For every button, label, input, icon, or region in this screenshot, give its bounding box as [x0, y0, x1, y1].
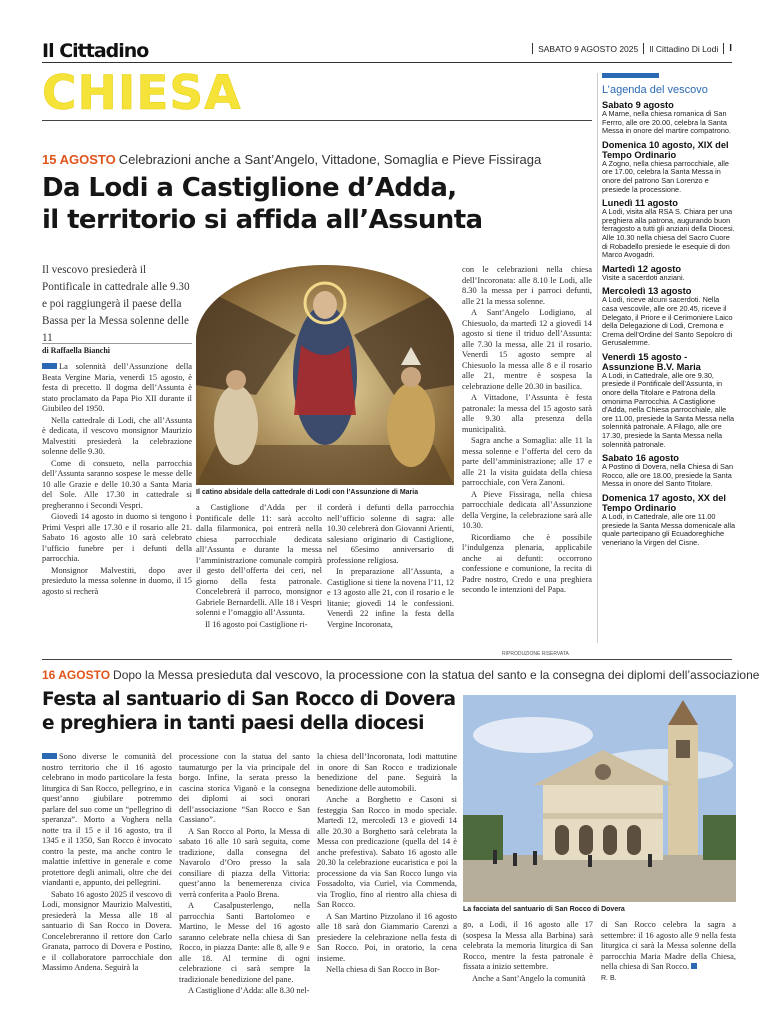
article2-column-5 [601, 920, 736, 985]
headline-line: Festa al santuario di San Rocco di Dovera [42, 689, 456, 710]
article2-kicker [42, 668, 759, 682]
article1-standfirst: Il vescovo presiederà il Pontificale in cattedrale alle 9.30 e poi raggiungerà il paese della Bassa per la Messa solenne delle 11 [42, 264, 190, 344]
article-rule [42, 120, 592, 121]
agenda-text: A Marne, nella chiesa romanica di San Ferrro, alle ore 20.00, celebra la Santa Messa in onore del martire compatrono. [602, 109, 731, 136]
agenda-title: L’agenda del vescovo [602, 84, 708, 96]
agenda-text: Visite a sacerdoti anziani. [602, 272, 685, 282]
agenda-text: A Postino di Dovera, nella Chiesa di San Rocco, alle ore 18.00, presiede la Santa Messa in onore del Santo Titolare. [602, 462, 734, 489]
agenda-day: Venerdì 15 agosto - Assunzione B.V. Maria [602, 351, 701, 372]
body-paragraph: processione con la statua del santo taumaturgo per la via principale del borgo. Infine, la serata presso la cascina storica Viganò e la consegna dei diplomi ai soci onorari dell’associazione “San Rocco e San Cassiano”. [179, 752, 310, 824]
agenda-entry [602, 140, 736, 194]
article-rule [42, 659, 732, 660]
body-paragraph: A Sant’Angelo Lodigiano, al Chiesuolo, da martedì 12 a giovedì 14 agosto si tiene il triduo dell’Assunta: alle 7.30 la messa, alle 21 il rosario. Venerdì 15 agosto sempre al Chiesuolo la messa alle 8 e il rosario alle 21, mentre è sospesa la celebrazione delle 20.30 in basilica. [462, 308, 592, 391]
church-facade-illustration [463, 695, 736, 902]
author-signature: R. B. [601, 974, 617, 982]
article2-column-3 [317, 752, 457, 977]
body-paragraph: Nella cattedrale di Lodi, che all’Assunta è dedicata, il vescovo monsignor Maurizio Malvestiti presiederà la celebrazione solenne delle 9.30. [42, 415, 192, 456]
article1-headline [42, 172, 592, 236]
article2-column-1 [42, 752, 172, 975]
agenda-text: A Lodi, riceve alcuni sacerdoti. Nella casa vescovile, alle ore 20.45, riceve il Delegato, il Priore e il Cerimoniere Laico della Delegazione di Lodi, Cremona e Crema dell’Ordine del Santo Sepolcro di Gerusalemme. [602, 295, 733, 348]
publication-name: Il Cittadino Di Lodi [649, 43, 719, 54]
agenda-entry [602, 286, 736, 348]
apse-mosaic-photo [196, 265, 454, 485]
agenda-entry [602, 453, 736, 489]
kicker-text: Celebrazioni anche a Sant’Angelo, Vittadone, Somaglia e Pieve Fissiraga [118, 152, 542, 167]
body-paragraph: Sagra anche a Somaglia: alle 11 la messa solenne e l’offerta del cero da parte dell’amministrazione; alle 17 e alle 21 la visita guidata della chiesa parrocchiale, con Vera Zanoni. [462, 436, 592, 487]
article1-column-4 [462, 265, 592, 597]
bishop-agenda [602, 73, 736, 547]
divider [643, 43, 644, 54]
body-paragraph: Giovedì 14 agosto in duomo si tengono i Primi Vespri alle 17.30 e il rosario alle 21. Sabato 16 agosto alle 10 sarà celebrato l’ufficio funebre per i defunti della parrocchia. [42, 512, 192, 563]
agenda-text: A Lodi, in Cattedrale, alle ore 9.30, presiede il Pontificale dell’Assunta, in onore della Titolare e Patrona della omonima Parrocchia. A Castiglione d’Adda, nella Chiesa parrocchiale, alle ore 11.00, presiede la Santa Messa nella solennità patronale. A Filago, alle ore 17.30, presiede la Santa Messa nella solennità patronale. [602, 370, 735, 449]
kicker-date: 16 AGOSTO [42, 668, 111, 682]
paragraph-marker [42, 363, 57, 369]
divider [532, 43, 533, 54]
photo-caption: Il catino absidale della cattedrale di Lodi con l’Assunzione di Maria [196, 489, 419, 496]
body-paragraph: Anche a Borghetto e Casoni si festeggia San Rocco in modo speciale. Martedì 12, mercoledì 13 e giovedì 14 alle 20.30 a Borghetto sarà celebrata la Messa con predicazione (quella del 14 è anche prefestiva). Sabato 16 agosto alle 20.30 la celebrazione eucaristica e poi la processione da via San Rocco lungo via Fossadolto, via Curiel, via Commenda, via Troglio, fino al rientro alla chiesa di San Rocco. [317, 795, 457, 909]
agenda-entry [602, 352, 736, 449]
article1-kicker [42, 152, 541, 167]
body-paragraph: Il 16 agosto poi Castiglione ri- [205, 619, 308, 629]
paragraph-marker [42, 753, 57, 759]
headline-line: Da Lodi a Castiglione d’Adda, [42, 173, 457, 203]
body-paragraph: con le celebrazioni nella chiesa dell’Incoronata: alle 8.10 le Lodi, alle 8.30 la messa per i parroci defunti, alle 21 la messa solenne. [462, 265, 592, 306]
body-paragraph: A Castiglione d’Adda: alle 8.30 nel- [188, 986, 310, 995]
article2-column-4 [463, 920, 593, 985]
header-rule [42, 62, 732, 63]
masthead: Il Cittadino [42, 40, 149, 62]
agenda-accent-bar [602, 73, 659, 78]
article2-headline [42, 688, 482, 736]
agenda-entry [602, 100, 736, 136]
body-paragraph: go, a Lodi, il 16 agosto alle 17 (sospesa la Messa alla Barbina) sarà celebrata la memoria liturgica di San Rocco, mentre la festa patronale è fissata a inizio settembre. [463, 920, 593, 971]
body-paragraph: A San Martino Pizzolano il 16 agosto alle 18 sarà don Giammario Carenzi a presiedere la celebrazione nella festa di San Rocco. Poi, in oratorio, la cena insieme. [317, 911, 457, 963]
article1-column-1 [42, 362, 192, 598]
agenda-day: Sabato 9 agosto [602, 100, 674, 110]
body-paragraph: In preparazione all’Assunta, a Castiglione si tiene la novena l’11, 12 e 13 agosto alle 21, con il rosario e le litanie; giovedì 14 le confessioni. Venerdì 22 infine la festa della Vergine Incoronata, [327, 567, 454, 629]
divider [723, 43, 724, 54]
agenda-text: A Zogno, nella chiesa parrocchiale, alle ore 17.00, celebra la Santa Messa in onore del patrono San Lorenzo e presiede la processione. [602, 158, 729, 194]
body-paragraph: Monsignor Malvestiti, dopo aver presieduto la messa solenne in duomo, il 15 agosto si recherà [42, 565, 192, 596]
headline-line: il territorio si affida all’Assunta [42, 205, 483, 235]
apse-mosaic-illustration [196, 265, 454, 485]
body-paragraph: Sono diverse le comunità del nostro territorio che il 16 agosto celebrano in modo particolare la festa liturgica di San Rocco, pellegrino, e in quest’anno giubilare potremmo parlare del suo come un “pellegrino di speranza”. Morto a Voghera nella notte tra il 15 e il 16 agosto, tra il 1345 e il 1350, San Rocco è invocato contro la peste, ma anche contro le malattie infettive in generale e come protettore degli animali, oltre che dei viandanti e, appunto, dei pellegrini. [42, 752, 172, 887]
agenda-entry [602, 264, 736, 283]
body-paragraph: corderà i defunti della parrocchia nell’ufficio solenne di sagra: alle 10.30 celebrerà don Giovanni Arienti, salesiano originario di Castiglione, nel 65esimo anniversario di professione religiosa. [327, 503, 454, 565]
body-paragraph: A Casalpusterlengo, nella parrocchia Santi Bartolomeo e Martino, le Messe del 16 agosto saranno celebrate nella chiesa di San Rocco, in piazza Dante: alle 8, alle 9 e alle 18. Al termine di ogni celebrazione ci sarà sempre la tradizionale benedizione del pane. [179, 901, 310, 984]
headline-line: e preghiera in tanti paesi della diocesi [42, 713, 424, 734]
issue-date: SABATO 9 AGOSTO 2025 [538, 43, 639, 54]
body-paragraph: Nella chiesa di San Rocco in Bor- [326, 965, 440, 974]
agenda-day: Sabato 16 agosto [602, 453, 679, 464]
kicker-text: Dopo la Messa presieduta dal vescovo, la processione con la statua del santo e la consegna dei diplomi dell’associazione [113, 668, 760, 682]
article1-column-2 [196, 503, 322, 631]
body-paragraph: Sabato 16 agosto 2025 il vescovo di Lodi, monsignor Maurizio Malvestiti, presiederà la Messa alle 18 al santuario di San Rocco in Dovera. Concelebreranno il rettore don Carlo Granata, parroco di Dovera e Postino, e il collaboratore parrocchiale don Massimo Andena. Seguirà la [42, 889, 172, 972]
end-marker [691, 963, 697, 969]
article1-column-3 [327, 503, 454, 631]
body-paragraph: a Castiglione d’Adda per il Pontificale delle 11: sarà accolto dalla filarmonica, poi entrerà nella chiesa parrocchiale dedicata all’Assunta e durante la messa l’amministrazione comunale compirà il gesto dell’offerta dei ceri, nel giorno della festa patronale. Concelebrerà il parroco, monsignor Gabriele Bernardelli. Alle 18 i Vespri solenni e l’omaggio all’Assunta. [196, 503, 322, 617]
agenda-day: Domenica 17 agosto, XX del Tempo Ordinario [602, 493, 726, 513]
section-title: CHIESA [42, 66, 242, 121]
agenda-day: Domenica 10 agosto, XIX del Tempo Ordinario [602, 139, 729, 160]
dateline [532, 43, 732, 54]
body-paragraph: A Vittadone, l’Assunta è festa patronale: la messa del 15 agosto sarà alle 9.30 alla presenza della municipalità. [462, 393, 592, 434]
column-divider [597, 73, 598, 643]
body-paragraph: Come di consueto, nella parrocchia dell’Assunta saranno sospese le messe delle 10 alle Grazie e delle 10.30 a Santa Maria del Sole. Alle 17.30 in cattedrale si pregheranno i Secondi Vespri. [42, 458, 192, 510]
body-paragraph: Ricordiamo che è possibile l’indulgenza plenaria, applicabile anche ai defunti: occorrono confessione e comunione, la recita di Padre nostro, Credo e una preghiera secondo le intenzioni del Papa. [462, 532, 592, 594]
agenda-day: Lunedì 11 agosto [602, 198, 678, 209]
body-paragraph: La solennità dell’Assunzione della Beata Vergine Maria, venerdì 15 agosto, è festa di precetto. Il dogma dell’Assunta è stato proclamato da Papa Pio XII durante il Giubileo del 1950. [42, 362, 192, 413]
body-paragraph: A San Rocco al Porto, la Messa di sabato 16 alle 10 sarà seguita, come tradizione, dalla consegna del Navarolo d’Oro presso la sala consiliare di piazza della Vittoria: quest’anno la benemerenza civica verrà conferita a Paolo Brena. [179, 826, 310, 899]
santuario-photo [463, 695, 736, 902]
body-paragraph: Anche a Sant’Angelo la comunità [472, 973, 586, 983]
agenda-text: A Lodi, visita alla RSA S. Chiara per una preghiera alla patrona, augurando buon ferragosto a tutti gli anziani della Diocesi. Alle 10.30 nella chiesa del Sacro Cuore di Robadello presiede le esequie di don Marco Avogadri. [602, 207, 735, 260]
body-paragraph: A Pieve Fissiraga, nella chiesa parrocchiale dedicata all’Assunzione della Vergine, la celebrazione sarà alle 10.30. [462, 489, 592, 530]
photo-credit: RIPRODUZIONE RISERVATA [502, 651, 569, 657]
agenda-day: Martedì 12 agosto [602, 263, 682, 274]
agenda-entry [602, 493, 736, 547]
article2-column-2 [179, 752, 310, 998]
kicker-date: 15 AGOSTO [42, 152, 116, 167]
agenda-entry [602, 198, 736, 260]
agenda-day: Mercoledì 13 agosto [602, 286, 692, 297]
body-paragraph: la chiesa dell’Incoronata, lodi mattutine in onore di San Rocco e tradizionale benedizione del pane. Seguirà la benedizione delle automobili. [317, 752, 457, 793]
photo-caption: La facciata del santuario di San Rocco di Dovera [463, 906, 625, 913]
page-number: I [729, 43, 732, 54]
article1-byline: di Raffaella Bianchi [42, 343, 192, 355]
agenda-text: A Lodi, in Cattedrale, alle ore 11.00 presiede la Santa Messa domenicale alla quale partecipano gli Ecuadoreghiche veneriano la Virgen del Cisne. [602, 512, 736, 547]
body-paragraph: di San Rocco celebra la sagra a settembre: il 16 agosto alle 9 nella festa liturgica ci sarà la Messa solenne della parrocchia Maria Madre della Chiesa, nella chiesa di San Rocco. [601, 920, 736, 971]
